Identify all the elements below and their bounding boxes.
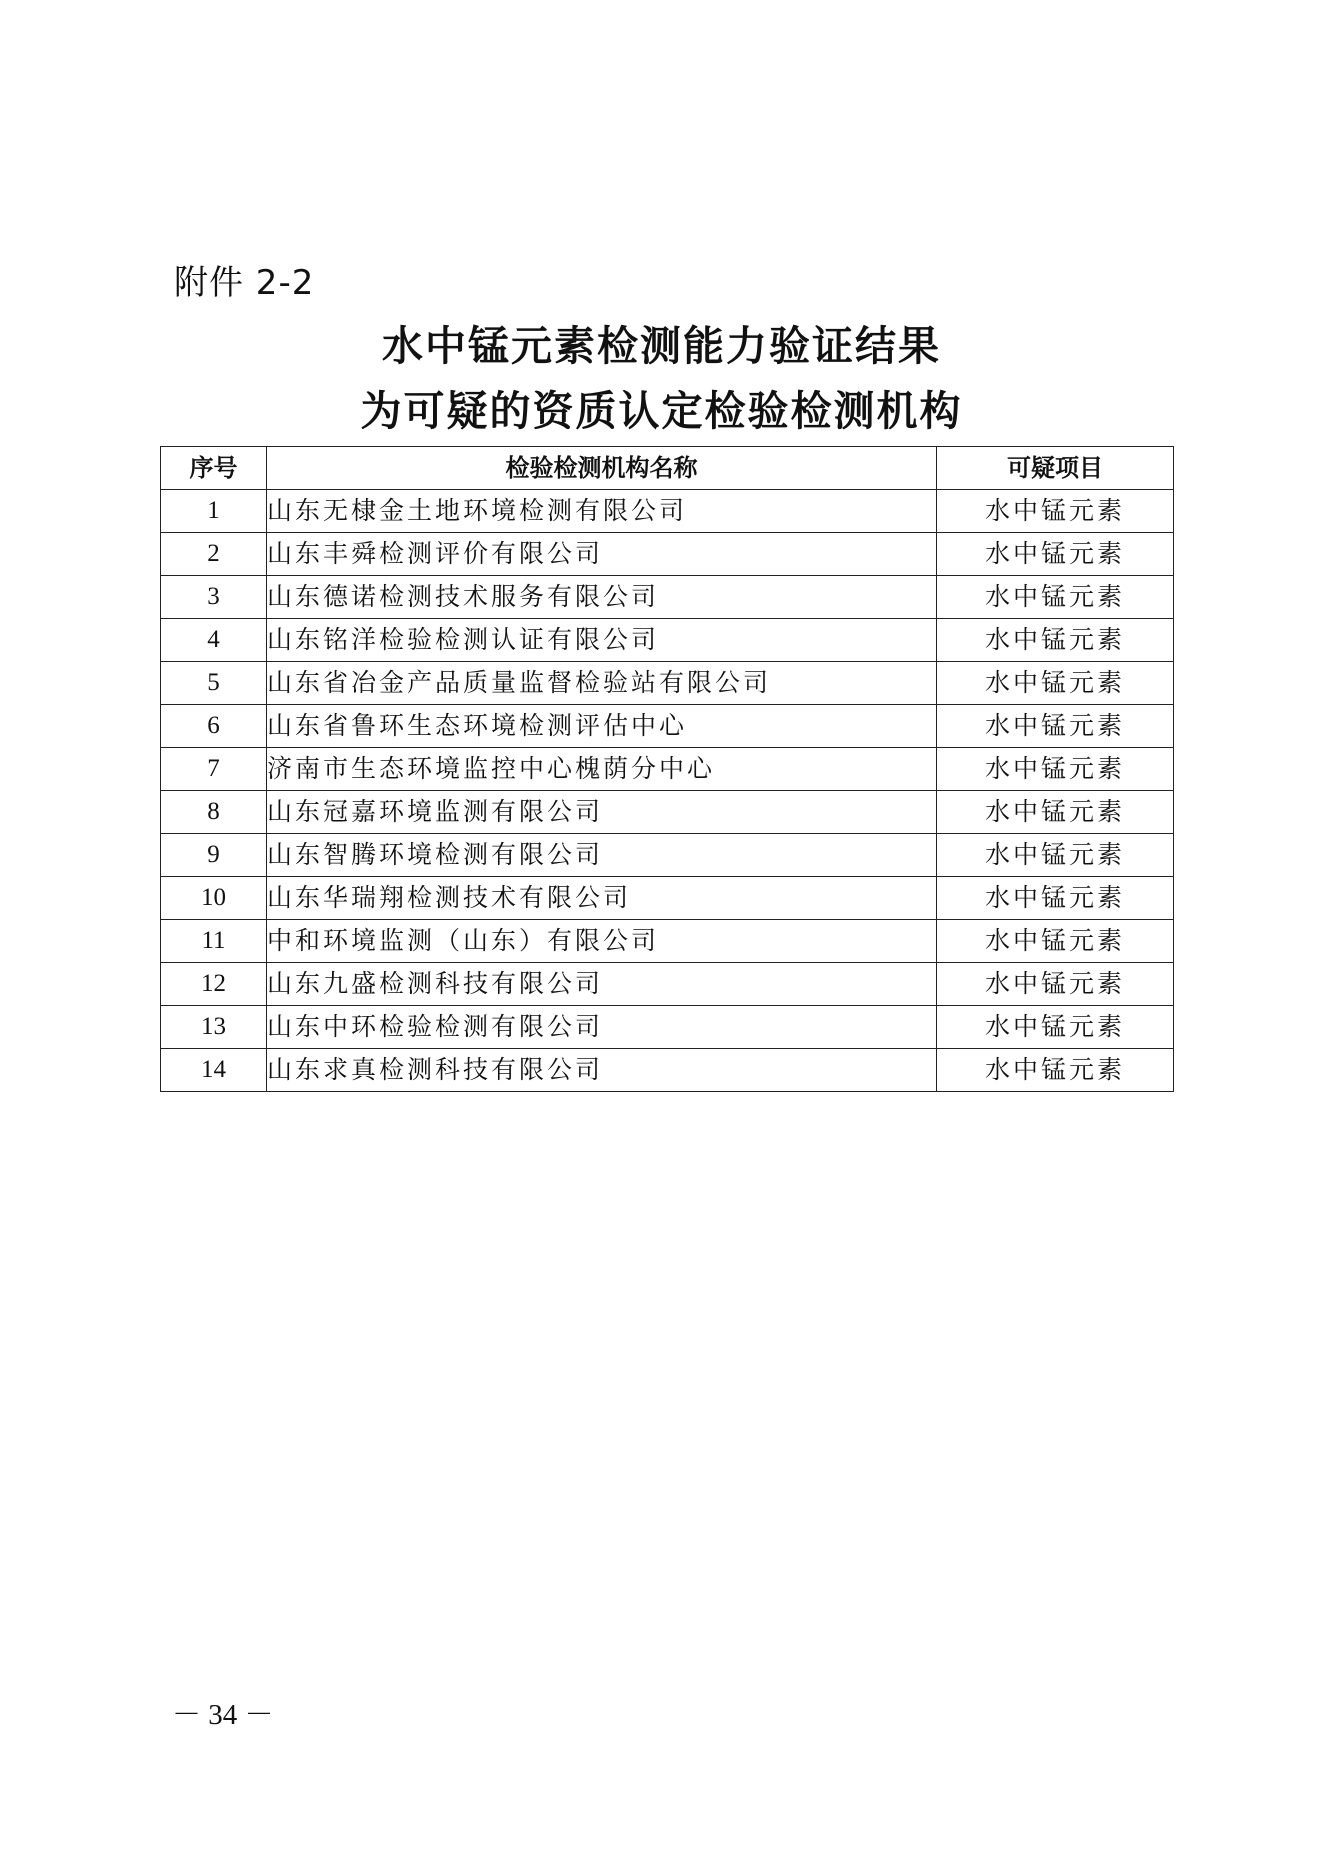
row-institution-name: 山东求真检测科技有限公司 xyxy=(267,1049,937,1092)
row-institution-name: 山东丰舜检测评价有限公司 xyxy=(267,533,937,576)
row-serial-number: 6 xyxy=(161,705,267,748)
table-row xyxy=(161,576,1174,619)
row-serial-number: 1 xyxy=(161,490,267,533)
row-institution-name: 中和环境监测（山东）有限公司 xyxy=(267,920,937,963)
table-row xyxy=(161,920,1174,963)
row-serial-number: 2 xyxy=(161,533,267,576)
row-serial-number: 8 xyxy=(161,791,267,834)
row-serial-number: 9 xyxy=(161,834,267,877)
page-number: － 34 － xyxy=(172,1699,274,1731)
attachment-label: 附件 2-2 xyxy=(174,263,315,303)
header-questionable-item: 可疑项目 xyxy=(937,447,1174,490)
table-row xyxy=(161,490,1174,533)
row-serial-number: 10 xyxy=(161,877,267,920)
row-serial-number: 3 xyxy=(161,576,267,619)
row-questionable-item: 水中锰元素 xyxy=(937,1006,1174,1049)
row-institution-name: 济南市生态环境监控中心槐荫分中心 xyxy=(267,748,937,791)
row-institution-name: 山东省冶金产品质量监督检验站有限公司 xyxy=(267,662,937,705)
table-row xyxy=(161,834,1174,877)
row-questionable-item: 水中锰元素 xyxy=(937,748,1174,791)
row-questionable-item: 水中锰元素 xyxy=(937,963,1174,1006)
row-questionable-item: 水中锰元素 xyxy=(937,920,1174,963)
header-institution-name: 检验检测机构名称 xyxy=(267,447,937,490)
row-institution-name: 山东中环检验检测有限公司 xyxy=(267,1006,937,1049)
table-row xyxy=(161,1049,1174,1092)
row-questionable-item: 水中锰元素 xyxy=(937,490,1174,533)
table-row xyxy=(161,705,1174,748)
row-serial-number: 11 xyxy=(161,920,267,963)
table-header-row xyxy=(161,447,1174,490)
row-questionable-item: 水中锰元素 xyxy=(937,834,1174,877)
row-institution-name: 山东冠嘉环境监测有限公司 xyxy=(267,791,937,834)
table-body xyxy=(161,490,1174,1092)
row-questionable-item: 水中锰元素 xyxy=(937,662,1174,705)
row-questionable-item: 水中锰元素 xyxy=(937,576,1174,619)
table-row xyxy=(161,748,1174,791)
row-questionable-item: 水中锰元素 xyxy=(937,1049,1174,1092)
row-serial-number: 12 xyxy=(161,963,267,1006)
row-questionable-item: 水中锰元素 xyxy=(937,877,1174,920)
row-serial-number: 13 xyxy=(161,1006,267,1049)
table-row xyxy=(161,662,1174,705)
row-institution-name: 山东省鲁环生态环境检测评估中心 xyxy=(267,705,937,748)
row-questionable-item: 水中锰元素 xyxy=(937,533,1174,576)
row-questionable-item: 水中锰元素 xyxy=(937,619,1174,662)
row-questionable-item: 水中锰元素 xyxy=(937,791,1174,834)
row-questionable-item: 水中锰元素 xyxy=(937,705,1174,748)
row-institution-name: 山东九盛检测科技有限公司 xyxy=(267,963,937,1006)
row-serial-number: 7 xyxy=(161,748,267,791)
row-institution-name: 山东铭洋检验检测认证有限公司 xyxy=(267,619,937,662)
row-serial-number: 4 xyxy=(161,619,267,662)
row-serial-number: 14 xyxy=(161,1049,267,1092)
row-institution-name: 山东无棣金土地环境检测有限公司 xyxy=(267,490,937,533)
table-row xyxy=(161,619,1174,662)
document-title-line-1: 水中锰元素检测能力验证结果 xyxy=(382,322,941,370)
row-institution-name: 山东智腾环境检测有限公司 xyxy=(267,834,937,877)
header-serial-number: 序号 xyxy=(161,447,267,490)
row-institution-name: 山东德诺检测技术服务有限公司 xyxy=(267,576,937,619)
table-row xyxy=(161,877,1174,920)
table-row xyxy=(161,533,1174,576)
document-title-line-2: 为可疑的资质认定检验检测机构 xyxy=(360,387,963,435)
table-row xyxy=(161,791,1174,834)
row-serial-number: 5 xyxy=(161,662,267,705)
table-row xyxy=(161,963,1174,1006)
row-institution-name: 山东华瑞翔检测技术有限公司 xyxy=(267,877,937,920)
table-row xyxy=(161,1006,1174,1049)
results-table xyxy=(160,446,1174,1092)
